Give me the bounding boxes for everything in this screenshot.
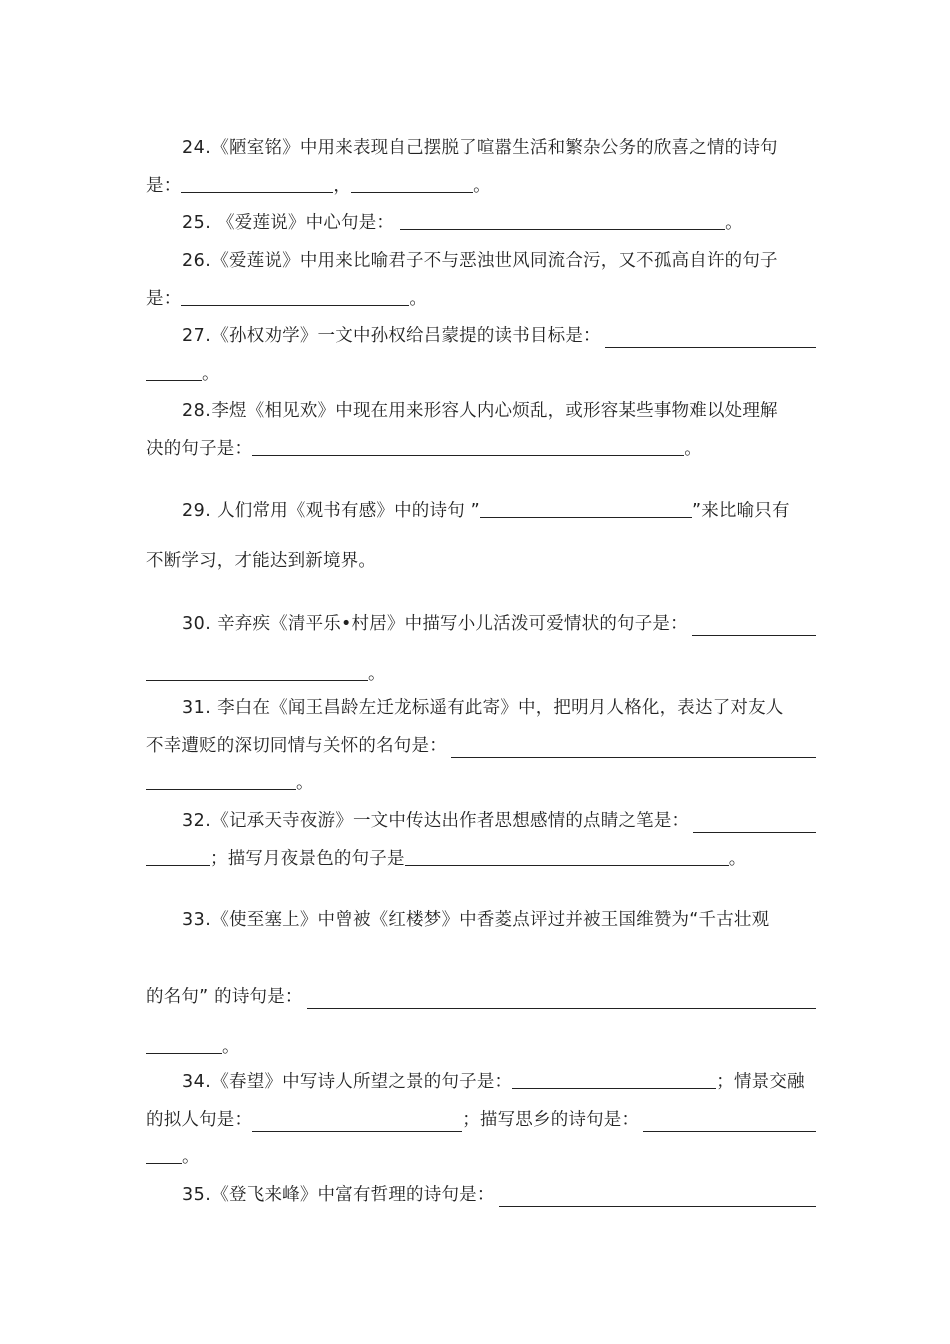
answer-blank[interactable]: [400, 211, 725, 230]
question-28-line-1: [146, 399, 816, 423]
answer-blank-continued[interactable]: [146, 847, 210, 866]
question-35-text: 《登飞来峰》中富有哲理的诗句是：: [211, 1185, 495, 1205]
answer-blank-continued[interactable]: [146, 1035, 222, 1054]
question-27-line-2: 。: [146, 362, 816, 386]
question-33-line-3: 。: [146, 1035, 816, 1059]
question-31-text: 李白在《闻王昌龄左迁龙标遥有此寄》中，把明月人格化，表达了对友人: [217, 698, 784, 718]
question-27-number: 27.: [182, 326, 212, 346]
question-32-line-1: [146, 809, 816, 833]
answer-blank[interactable]: [181, 287, 409, 306]
question-24-text: 《陋室铭》中用来表现自己摆脱了喧嚣生活和繁杂公务的欣喜之情的诗句: [211, 138, 778, 158]
question-26-line-2: 是： 。: [146, 289, 428, 309]
answer-blank[interactable]: [351, 174, 473, 193]
answer-blank[interactable]: [692, 617, 816, 636]
answer-blank[interactable]: [643, 1113, 816, 1132]
question-34-line-1: 34.《春望》中写诗人所望之景的句子是： ；情景交融: [182, 1072, 805, 1092]
question-32-text: 《记承天寺夜游》一文中传达出作者思想感情的点睛之笔是：: [211, 811, 690, 831]
question-30-line-1: [146, 612, 816, 636]
question-24-line-2: 是： ， 。: [146, 176, 491, 196]
question-35-number: 35.: [182, 1185, 212, 1205]
answer-blank[interactable]: [605, 329, 816, 348]
answer-blank-continued[interactable]: [146, 662, 368, 681]
question-29-line-1: 29. 人们常用《观书有感》中的诗句 ” ”来比喻只有: [182, 501, 790, 521]
question-33-line-2: 的名句” 的诗句是：: [146, 985, 816, 1009]
question-28-text: 李煜《相见欢》中现在用来形容人内心烦乱，或形容某些事物难以处理解: [211, 401, 778, 421]
question-27-line-1: [146, 324, 816, 348]
question-33-number: 33.: [182, 910, 212, 930]
question-28-line-2: 决的句子是： 。: [146, 439, 702, 459]
question-34-line-2: 的拟人句是： ；描写思乡的诗句是：: [146, 1108, 816, 1132]
question-28-number: 28.: [182, 401, 212, 421]
question-30-number: 30.: [182, 614, 212, 634]
answer-blank[interactable]: [181, 174, 333, 193]
question-33-line-1: [146, 908, 816, 932]
answer-blank[interactable]: [693, 814, 816, 833]
question-26-number: 26.: [182, 251, 212, 271]
answer-blank[interactable]: [499, 1188, 816, 1207]
question-25-text: 《爱莲说》中心句是：: [217, 213, 395, 233]
question-25-number: 25.: [182, 213, 212, 233]
question-24-line-1: [146, 136, 816, 160]
question-31-number: 31.: [182, 698, 212, 718]
question-33-text: 《使至塞上》中曾被《红楼梦》中香菱点评过并被王国维赞为“千古壮观: [211, 910, 770, 930]
question-32-line-2: ；描写月夜景色的句子是 。: [146, 847, 816, 871]
answer-blank[interactable]: [512, 1070, 716, 1089]
question-29-number: 29.: [182, 501, 212, 521]
question-32-number: 32.: [182, 811, 212, 831]
question-26-line-1: [146, 249, 816, 273]
question-24-number: 24.: [182, 138, 212, 158]
question-30-text: 辛弃疾《清平乐•村居》中描写小儿活泼可爱情状的句子是：: [217, 614, 688, 634]
question-31-line-1: [146, 696, 816, 720]
answer-blank[interactable]: [252, 437, 684, 456]
question-29-line-2: 不断学习，才能达到新境界。: [146, 551, 377, 571]
question-34-number: 34.: [182, 1072, 212, 1092]
question-25: 25. 《爱莲说》中心句是： 。: [182, 213, 743, 233]
question-35-line-1: [146, 1183, 816, 1207]
question-30-line-2: 。: [146, 662, 816, 686]
question-34-line-3: 。: [146, 1145, 816, 1169]
answer-blank[interactable]: [451, 739, 816, 758]
question-31-line-2: 不幸遭贬的深切同情与关怀的名句是：: [146, 734, 816, 758]
answer-blank[interactable]: [307, 990, 816, 1009]
question-26-text: 《爱莲说》中用来比喻君子不与恶浊世风同流合污，又不孤高自许的句子: [211, 251, 778, 271]
answer-blank[interactable]: [252, 1113, 462, 1132]
question-27-text: 《孙权劝学》一文中孙权给吕蒙提的读书目标是：: [211, 326, 601, 346]
answer-blank[interactable]: [405, 847, 729, 866]
answer-blank[interactable]: [480, 499, 692, 518]
question-31-line-3: 。: [146, 771, 816, 795]
answer-blank-continued[interactable]: [146, 362, 202, 381]
answer-blank-continued[interactable]: [146, 1145, 182, 1164]
answer-blank-continued[interactable]: [146, 771, 296, 790]
